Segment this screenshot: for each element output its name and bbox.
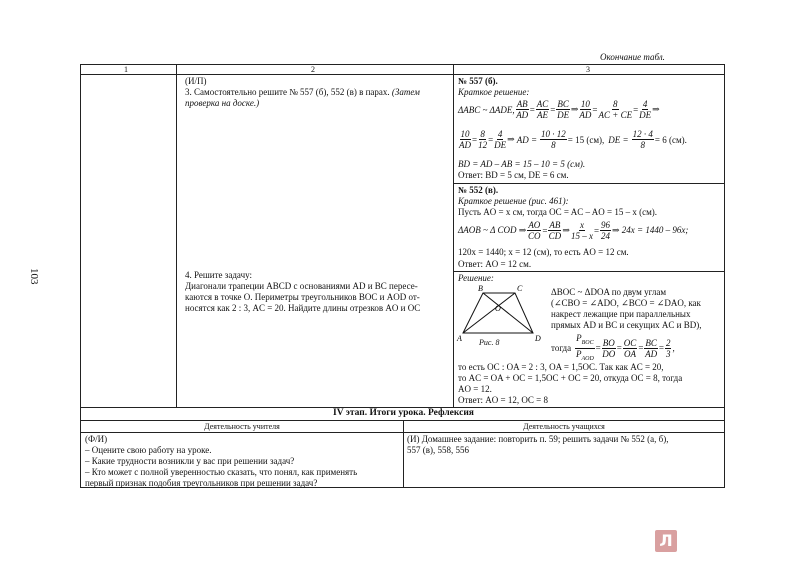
answer-557: Ответ: BD = 5 см, DE = 6 см. (458, 170, 569, 180)
svg-text:A: A (457, 334, 462, 343)
task-3 (185, 87, 450, 109)
student-line-2: 557 (в), 558, 556 (407, 445, 469, 455)
ratio-equation: тогда $\frac{P_{BOC}}{P_{AOD}}$ = $\frac{BO}{DO}$ = $\frac{OC}{OA}$ = $\frac{BC}{AD}$ = $\frac{2}{3}$ , (551, 333, 675, 362)
equation-552: ΔAOB ~ Δ COD ⇒ $\frac{AO}{CO}$ = $\frac{AB}{CD}$ ⇒ $\frac{x}{15 - x}$ = $\frac{96}{24}$ ⇒ 24x = 1440 – 96x; (458, 220, 689, 241)
stage-4-title: IV этап. Итоги урока. Рефлексия (333, 408, 474, 418)
tail-line-1: то есть OC : OA = 2 : 3, OA = 1,5OC. Так как AC = 20, (458, 362, 664, 372)
problem-552: № 552 (в). (458, 185, 499, 195)
teacher-line-2: – Оцените свою работу на уроке. (85, 445, 212, 455)
tail-line-3: AO = 12. (458, 384, 492, 394)
teacher-line-1: (Ф/И) (85, 434, 108, 444)
teacher-line-3: – Какие трудности возникли у вас при решении задач? (85, 456, 295, 466)
col-rule-2 (453, 65, 454, 407)
similarity-line-3: накрест лежащие при параллельных (551, 309, 691, 319)
task-3-note: (Затем проверка на доске.) (185, 87, 420, 108)
bd-result: BD = AD – AB = 15 – 10 = 5 (см). (458, 159, 586, 169)
col-number-3: 3 (586, 65, 590, 74)
equation-557-1: ΔABC ~ ΔADE, $\frac{AB}{AD}$ = $\frac{AC}{AE}$ = $\frac{BC}{DE}$ ⇒ $\frac{10}{AD}$ = $\frac{8}{AC + CE}$ = $\frac{4}{DE}$ ⇒ (458, 99, 660, 120)
page-number: 103 (28, 268, 40, 285)
stage-col-rule (403, 420, 404, 487)
task-4-line-2: каются в точке O. Периметры треугольников BOC и AOD от- (185, 292, 420, 302)
divider-552 (453, 271, 725, 272)
task-3-text: 3. Самостоятельно решите № 557 (б), 552 (в) в парах. (185, 87, 390, 97)
divider-557 (453, 183, 725, 184)
figure-caption: Рис. 8 (479, 338, 500, 347)
answer-task-4: Ответ: AO = 12, OC = 8 (458, 395, 548, 405)
answer-552: Ответ: AO = 12 см. (458, 259, 532, 269)
short-solution-label: Краткое решение: (458, 87, 530, 97)
table-caption: Окончание табл. (600, 52, 665, 62)
svg-text:O: O (495, 304, 501, 313)
col-rule-1 (176, 65, 177, 407)
task-4-title: 4. Решите задачу: (185, 270, 252, 280)
lesson-table (80, 64, 725, 488)
students-col-header: Деятельность учащихся (523, 422, 605, 431)
short-solution-552: Краткое решение (рис. 461): (458, 196, 569, 206)
task-4-line-3: носятся как 2 : 3, AC = 20. Найдите длины отрезков AO и OC (185, 303, 421, 313)
similarity-line-2: (∠CBO = ∠ADO, ∠BCO = ∠DAO, как (551, 298, 701, 308)
equation-557-2: $\frac{10}{AD}$ = $\frac{8}{12}$ = $\frac{4}{DE}$ ⇒ AD = $\frac{10 \cdot 12}{8}$ = 15 (см), DE = $\frac{12 \cdot 4}{8}$ = 6 (см). (459, 129, 687, 150)
let-statement: Пусть AO = x см, тогда OC = AC – AO = 15 – x (см). (458, 207, 658, 217)
svg-text:C: C (517, 284, 523, 293)
header-rule (81, 74, 724, 75)
equation-120x: 120x = 1440; x = 12 (см), то есть AO = 12 см. (458, 247, 629, 257)
tail-line-2: то AC = OA + OC = 1,5OC + OC = 20, откуда OC = 8, тогда (458, 373, 683, 383)
student-line-1: (И) Домашнее задание: повторить п. 59; решить задачи № 552 (а, б), (407, 434, 669, 444)
mode-label: (И/П) (185, 76, 207, 86)
col-number-2: 2 (311, 65, 315, 74)
svg-text:B: B (478, 284, 483, 293)
task-4-line-1: Диагонали трапеции ABCD с основаниями AD и BC пересе- (185, 281, 418, 291)
teacher-line-4: – Кто может с полной уверенностью сказать, что понял, как применять (85, 467, 358, 477)
teacher-col-header: Деятельность учителя (204, 422, 280, 431)
solution-label: Решение: (458, 273, 494, 283)
publisher-logo: Л (655, 530, 677, 552)
col-number-1: 1 (124, 65, 128, 74)
svg-text:D: D (535, 334, 541, 343)
similarity-line-1: ΔBOC ~ ΔDOA по двум углам (551, 287, 667, 297)
similarity-line-4: прямых AD и BC и секущих AC и BD), (551, 320, 702, 330)
problem-557: № 557 (б). (458, 76, 498, 86)
teacher-line-5: первый признак подобия треугольников при решении задач? (85, 478, 318, 488)
